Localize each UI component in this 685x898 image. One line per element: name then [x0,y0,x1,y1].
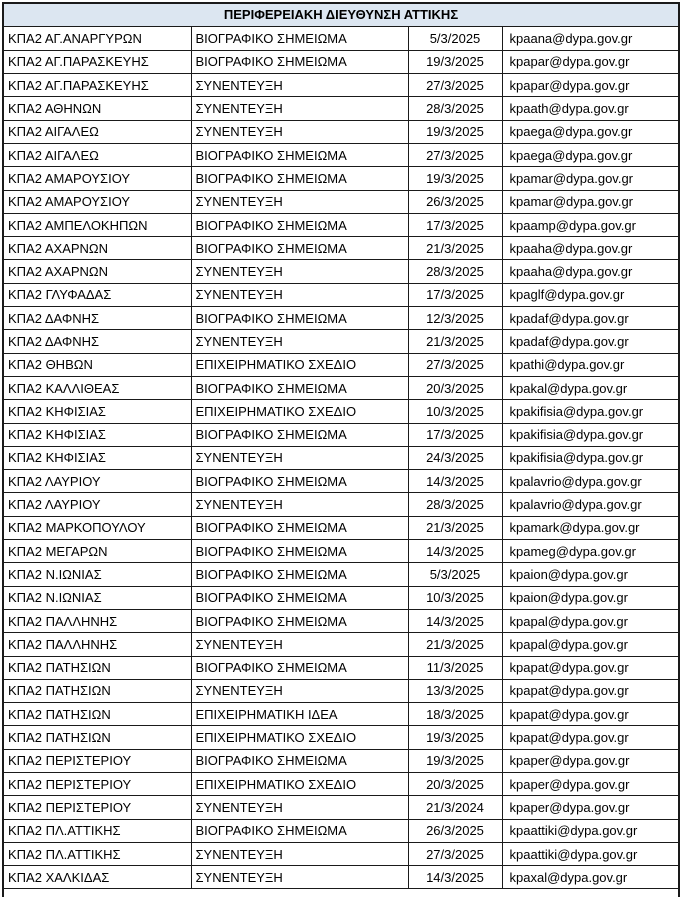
email-cell[interactable]: kpameg@dypa.gov.gr [502,540,678,563]
office-cell[interactable]: ΚΠΑ2 ΚΗΦΙΣΙΑΣ [4,423,191,446]
topic-cell[interactable]: ΣΥΝΕΝΤΕΥΞΗ [191,446,408,469]
date-cell[interactable]: 21/3/2025 [408,633,502,656]
table-row [4,260,678,283]
email-cell[interactable]: kpaper@dypa.gov.gr [502,749,678,772]
office-cell[interactable]: ΚΠΑ2 ΔΑΦΝΗΣ [4,330,191,353]
region-title[interactable]: ΠΕΡΙΦΕΡΕΙΑΚΗ ΔΙΕΥΘΥΝΣΗ ΑΤΤΙΚΗΣ [4,4,678,27]
date-cell[interactable]: 27/3/2025 [408,74,502,97]
date-cell[interactable]: 24/3/2025 [408,446,502,469]
office-cell[interactable]: ΚΠΑ2 ΠΑΤΗΣΙΩΝ [4,726,191,749]
table-row [4,633,678,656]
topic-cell[interactable]: ΒΙΟΓΡΑΦΙΚΟ ΣΗΜΕΙΩΜΑ [191,27,408,50]
table-row [4,773,678,796]
topic-cell[interactable]: ΣΥΝΕΝΤΕΥΞΗ [191,679,408,702]
table-row [4,27,678,50]
office-cell[interactable]: ΚΠΑ2 ΠΑΤΗΣΙΩΝ [4,679,191,702]
email-cell[interactable]: kpaath@dypa.gov.gr [502,97,678,120]
email-cell[interactable]: kpaattiki@dypa.gov.gr [502,842,678,865]
email-cell[interactable]: kpaglf@dypa.gov.gr [502,283,678,306]
date-cell[interactable]: 12/3/2025 [408,307,502,330]
topic-cell[interactable]: ΒΙΟΓΡΑΦΙΚΟ ΣΗΜΕΙΩΜΑ [191,516,408,539]
date-cell[interactable]: 21/3/2025 [408,516,502,539]
date-cell[interactable]: 17/3/2025 [408,213,502,236]
table-row [4,143,678,166]
date-cell[interactable]: 11/3/2025 [408,656,502,679]
email-cell[interactable]: kpapal@dypa.gov.gr [502,609,678,632]
date-cell[interactable]: 28/3/2025 [408,493,502,516]
office-cell[interactable]: ΚΠΑ2 ΠΑΛΛΗΝΗΣ [4,609,191,632]
date-cell[interactable]: 27/3/2025 [408,143,502,166]
date-cell[interactable]: 21/3/2025 [408,237,502,260]
email-cell[interactable]: kpakal@dypa.gov.gr [502,376,678,399]
topic-cell[interactable]: ΣΥΝΕΝΤΕΥΞΗ [191,74,408,97]
topic-cell[interactable]: ΣΥΝΕΝΤΕΥΞΗ [191,330,408,353]
office-cell[interactable]: ΚΠΑ2 ΓΛΥΦΑΔΑΣ [4,283,191,306]
date-cell[interactable]: 19/3/2025 [408,120,502,143]
table-row [4,400,678,423]
date-cell[interactable]: 26/3/2025 [408,819,502,842]
topic-cell[interactable]: ΕΠΙΧΕΙΡΗΜΑΤΙΚΗ ΙΔΕΑ [191,703,408,726]
topic-cell[interactable]: ΒΙΟΓΡΑΦΙΚΟ ΣΗΜΕΙΩΜΑ [191,143,408,166]
topic-cell[interactable]: ΣΥΝΕΝΤΕΥΞΗ [191,633,408,656]
email-cell[interactable]: kpaion@dypa.gov.gr [502,563,678,586]
table-row [4,50,678,73]
email-cell[interactable]: kpalavrio@dypa.gov.gr [502,470,678,493]
date-cell[interactable]: 19/3/2025 [408,167,502,190]
office-cell[interactable]: ΚΠΑ2 ΘΗΒΩΝ [4,353,191,376]
office-cell[interactable]: ΚΠΑ2 ΑΓ.ΠΑΡΑΣΚΕΥΗΣ [4,74,191,97]
office-cell[interactable]: ΚΠΑ2 ΛΑΥΡΙΟΥ [4,470,191,493]
table-row [4,703,678,726]
table-row [4,446,678,469]
date-cell[interactable]: 20/3/2025 [408,376,502,399]
topic-cell[interactable]: ΣΥΝΕΝΤΕΥΞΗ [191,120,408,143]
email-cell[interactable]: kpaxal@dypa.gov.gr [502,866,678,889]
email-cell[interactable]: kpadaf@dypa.gov.gr [502,307,678,330]
table-row [4,586,678,609]
email-cell[interactable]: kpapat@dypa.gov.gr [502,726,678,749]
email-cell[interactable]: kpaega@dypa.gov.gr [502,120,678,143]
topic-cell[interactable]: ΣΥΝΕΝΤΕΥΞΗ [191,97,408,120]
table-row [4,563,678,586]
email-cell[interactable]: kpaega@dypa.gov.gr [502,143,678,166]
date-cell[interactable]: 21/3/2024 [408,796,502,819]
email-cell[interactable]: kpaattiki@dypa.gov.gr [502,819,678,842]
email-cell[interactable]: kpamark@dypa.gov.gr [502,516,678,539]
topic-cell[interactable]: ΒΙΟΓΡΑΦΙΚΟ ΣΗΜΕΙΩΜΑ [191,540,408,563]
email-cell[interactable]: kpapat@dypa.gov.gr [502,679,678,702]
topic-cell[interactable]: ΣΥΝΕΝΤΕΥΞΗ [191,260,408,283]
date-cell[interactable]: 13/3/2025 [408,679,502,702]
office-cell[interactable]: ΚΠΑ2 ΑΘΗΝΩΝ [4,97,191,120]
topic-cell[interactable]: ΒΙΟΓΡΑΦΙΚΟ ΣΗΜΕΙΩΜΑ [191,50,408,73]
office-cell[interactable]: ΚΠΑ2 ΜΑΡΚΟΠΟΥΛΟΥ [4,516,191,539]
table-row [4,97,678,120]
office-cell[interactable]: ΚΠΑ2 ΑΜΑΡΟΥΣΙΟΥ [4,167,191,190]
topic-cell[interactable]: ΒΙΟΓΡΑΦΙΚΟ ΣΗΜΕΙΩΜΑ [191,167,408,190]
email-cell[interactable]: kpapar@dypa.gov.gr [502,74,678,97]
email-cell[interactable]: kpadaf@dypa.gov.gr [502,330,678,353]
email-cell[interactable]: kpaion@dypa.gov.gr [502,586,678,609]
date-cell[interactable]: 10/3/2025 [408,586,502,609]
topic-cell[interactable]: ΣΥΝΕΝΤΕΥΞΗ [191,190,408,213]
office-cell[interactable]: ΚΠΑ2 Ν.ΙΩΝΙΑΣ [4,563,191,586]
table-row [4,609,678,632]
date-cell[interactable]: 26/3/2025 [408,190,502,213]
office-cell[interactable]: ΚΠΑ2 ΠΛ.ΑΤΤΙΚΗΣ [4,819,191,842]
email-cell[interactable]: kpakifisia@dypa.gov.gr [502,423,678,446]
table-row [4,423,678,446]
office-cell[interactable]: ΚΠΑ2 ΠΑΛΛΗΝΗΣ [4,633,191,656]
email-cell[interactable]: kpapat@dypa.gov.gr [502,656,678,679]
topic-cell[interactable]: ΕΠΙΧΕΙΡΗΜΑΤΙΚΟ ΣΧΕΔΙΟ [191,726,408,749]
table-row [4,376,678,399]
table-row [4,819,678,842]
table-row [4,516,678,539]
date-cell[interactable]: 5/3/2025 [408,563,502,586]
topic-cell[interactable]: ΒΙΟΓΡΑΦΙΚΟ ΣΗΜΕΙΩΜΑ [191,586,408,609]
topic-cell[interactable]: ΒΙΟΓΡΑΦΙΚΟ ΣΗΜΕΙΩΜΑ [191,470,408,493]
office-cell[interactable]: ΚΠΑ2 ΚΗΦΙΣΙΑΣ [4,400,191,423]
office-cell[interactable]: ΚΠΑ2 ΠΕΡΙΣΤΕΡΙΟΥ [4,796,191,819]
table-row [4,353,678,376]
table-row [4,307,678,330]
office-cell[interactable]: ΚΠΑ2 ΑΧΑΡΝΩΝ [4,237,191,260]
date-cell[interactable]: 14/3/2025 [408,470,502,493]
email-cell[interactable]: kpapat@dypa.gov.gr [502,703,678,726]
office-cell[interactable]: ΚΠΑ2 ΠΑΤΗΣΙΩΝ [4,703,191,726]
office-cell[interactable]: ΚΠΑ2 ΔΑΦΝΗΣ [4,307,191,330]
email-cell[interactable]: kpaper@dypa.gov.gr [502,773,678,796]
email-cell[interactable]: kpakifisia@dypa.gov.gr [502,446,678,469]
date-cell[interactable]: 17/3/2025 [408,423,502,446]
table-row [4,190,678,213]
email-cell[interactable]: kpaaha@dypa.gov.gr [502,260,678,283]
spreadsheet [2,2,680,897]
date-cell[interactable]: 19/3/2025 [408,50,502,73]
table-row [4,213,678,236]
office-cell[interactable]: ΚΠΑ2 ΠΕΡΙΣΤΕΡΙΟΥ [4,773,191,796]
office-cell[interactable]: ΚΠΑ2 ΑΜΑΡΟΥΣΙΟΥ [4,190,191,213]
table-body [4,27,678,889]
table-row [4,749,678,772]
table-row [4,167,678,190]
date-cell[interactable]: 14/3/2025 [408,609,502,632]
email-cell[interactable]: kpapal@dypa.gov.gr [502,633,678,656]
date-cell[interactable]: 28/3/2025 [408,97,502,120]
date-cell[interactable]: 19/3/2025 [408,726,502,749]
table-row [4,726,678,749]
topic-cell[interactable]: ΣΥΝΕΝΤΕΥΞΗ [191,866,408,889]
topic-cell[interactable]: ΣΥΝΕΝΤΕΥΞΗ [191,283,408,306]
office-cell[interactable]: ΚΠΑ2 ΠΕΡΙΣΤΕΡΙΟΥ [4,749,191,772]
office-cell[interactable]: ΚΠΑ2 ΑΓ.ΠΑΡΑΣΚΕΥΗΣ [4,50,191,73]
date-cell[interactable]: 14/3/2025 [408,540,502,563]
table-row [4,283,678,306]
email-cell[interactable]: kpaamp@dypa.gov.gr [502,213,678,236]
office-cell[interactable]: ΚΠΑ2 ΜΕΓΑΡΩΝ [4,540,191,563]
topic-cell[interactable]: ΒΙΟΓΡΑΦΙΚΟ ΣΗΜΕΙΩΜΑ [191,237,408,260]
topic-cell[interactable]: ΒΙΟΓΡΑΦΙΚΟ ΣΗΜΕΙΩΜΑ [191,656,408,679]
email-cell[interactable]: kpalavrio@dypa.gov.gr [502,493,678,516]
email-cell[interactable]: kpamar@dypa.gov.gr [502,167,678,190]
office-cell[interactable]: ΚΠΑ2 Ν.ΙΩΝΙΑΣ [4,586,191,609]
office-cell[interactable]: ΚΠΑ2 ΑΓ.ΑΝΑΡΓΥΡΩΝ [4,27,191,50]
topic-cell[interactable]: ΣΥΝΕΝΤΕΥΞΗ [191,842,408,865]
office-cell[interactable]: ΚΠΑ2 ΚΑΛΛΙΘΕΑΣ [4,376,191,399]
table-row [4,842,678,865]
email-cell[interactable]: kpaper@dypa.gov.gr [502,796,678,819]
office-cell[interactable]: ΚΠΑ2 ΛΑΥΡΙΟΥ [4,493,191,516]
topic-cell[interactable]: ΕΠΙΧΕΙΡΗΜΑΤΙΚΟ ΣΧΕΔΙΟ [191,353,408,376]
date-cell[interactable]: 21/3/2025 [408,330,502,353]
date-cell[interactable]: 19/3/2025 [408,749,502,772]
table-row [4,74,678,97]
office-cell[interactable]: ΚΠΑ2 ΑΙΓΑΛΕΩ [4,120,191,143]
table-row [4,656,678,679]
seminar-table [4,27,678,889]
date-cell[interactable]: 5/3/2025 [408,27,502,50]
topic-cell[interactable]: ΒΙΟΓΡΑΦΙΚΟ ΣΗΜΕΙΩΜΑ [191,213,408,236]
table-row [4,330,678,353]
topic-cell[interactable]: ΣΥΝΕΝΤΕΥΞΗ [191,796,408,819]
date-cell[interactable]: 27/3/2025 [408,842,502,865]
topic-cell[interactable]: ΒΙΟΓΡΑΦΙΚΟ ΣΗΜΕΙΩΜΑ [191,819,408,842]
email-cell[interactable]: kpakifisia@dypa.gov.gr [502,400,678,423]
date-cell[interactable]: 28/3/2025 [408,260,502,283]
email-cell[interactable]: kpathi@dypa.gov.gr [502,353,678,376]
topic-cell[interactable]: ΒΙΟΓΡΑΦΙΚΟ ΣΗΜΕΙΩΜΑ [191,563,408,586]
topic-cell[interactable]: ΣΥΝΕΝΤΕΥΞΗ [191,493,408,516]
date-cell[interactable]: 14/3/2025 [408,866,502,889]
table-row [4,796,678,819]
date-cell[interactable]: 17/3/2025 [408,283,502,306]
topic-cell[interactable]: ΒΙΟΓΡΑΦΙΚΟ ΣΗΜΕΙΩΜΑ [191,609,408,632]
office-cell[interactable]: ΚΠΑ2 ΑΙΓΑΛΕΩ [4,143,191,166]
email-cell[interactable]: kpapar@dypa.gov.gr [502,50,678,73]
table-row [4,540,678,563]
office-cell[interactable]: ΚΠΑ2 ΧΑΛΚΙΔΑΣ [4,866,191,889]
topic-cell[interactable]: ΒΙΟΓΡΑΦΙΚΟ ΣΗΜΕΙΩΜΑ [191,376,408,399]
email-cell[interactable]: kpaana@dypa.gov.gr [502,27,678,50]
table-row [4,493,678,516]
date-cell[interactable]: 20/3/2025 [408,773,502,796]
email-cell[interactable]: kpaaha@dypa.gov.gr [502,237,678,260]
table-row [4,679,678,702]
date-cell[interactable]: 18/3/2025 [408,703,502,726]
topic-cell[interactable]: ΕΠΙΧΕΙΡΗΜΑΤΙΚΟ ΣΧΕΔΙΟ [191,773,408,796]
table-row [4,470,678,493]
office-cell[interactable]: ΚΠΑ2 ΠΛ.ΑΤΤΙΚΗΣ [4,842,191,865]
topic-cell[interactable]: ΒΙΟΓΡΑΦΙΚΟ ΣΗΜΕΙΩΜΑ [191,749,408,772]
date-cell[interactable]: 27/3/2025 [408,353,502,376]
table-row [4,120,678,143]
office-cell[interactable]: ΚΠΑ2 ΑΧΑΡΝΩΝ [4,260,191,283]
office-cell[interactable]: ΚΠΑ2 ΑΜΠΕΛΟΚΗΠΩΝ [4,213,191,236]
topic-cell[interactable]: ΒΙΟΓΡΑΦΙΚΟ ΣΗΜΕΙΩΜΑ [191,423,408,446]
office-cell[interactable]: ΚΠΑ2 ΚΗΦΙΣΙΑΣ [4,446,191,469]
office-cell[interactable]: ΚΠΑ2 ΠΑΤΗΣΙΩΝ [4,656,191,679]
email-cell[interactable]: kpamar@dypa.gov.gr [502,190,678,213]
table-row [4,866,678,889]
topic-cell[interactable]: ΒΙΟΓΡΑΦΙΚΟ ΣΗΜΕΙΩΜΑ [191,307,408,330]
table-row [4,237,678,260]
date-cell[interactable]: 10/3/2025 [408,400,502,423]
topic-cell[interactable]: ΕΠΙΧΕΙΡΗΜΑΤΙΚΟ ΣΧΕΔΙΟ [191,400,408,423]
